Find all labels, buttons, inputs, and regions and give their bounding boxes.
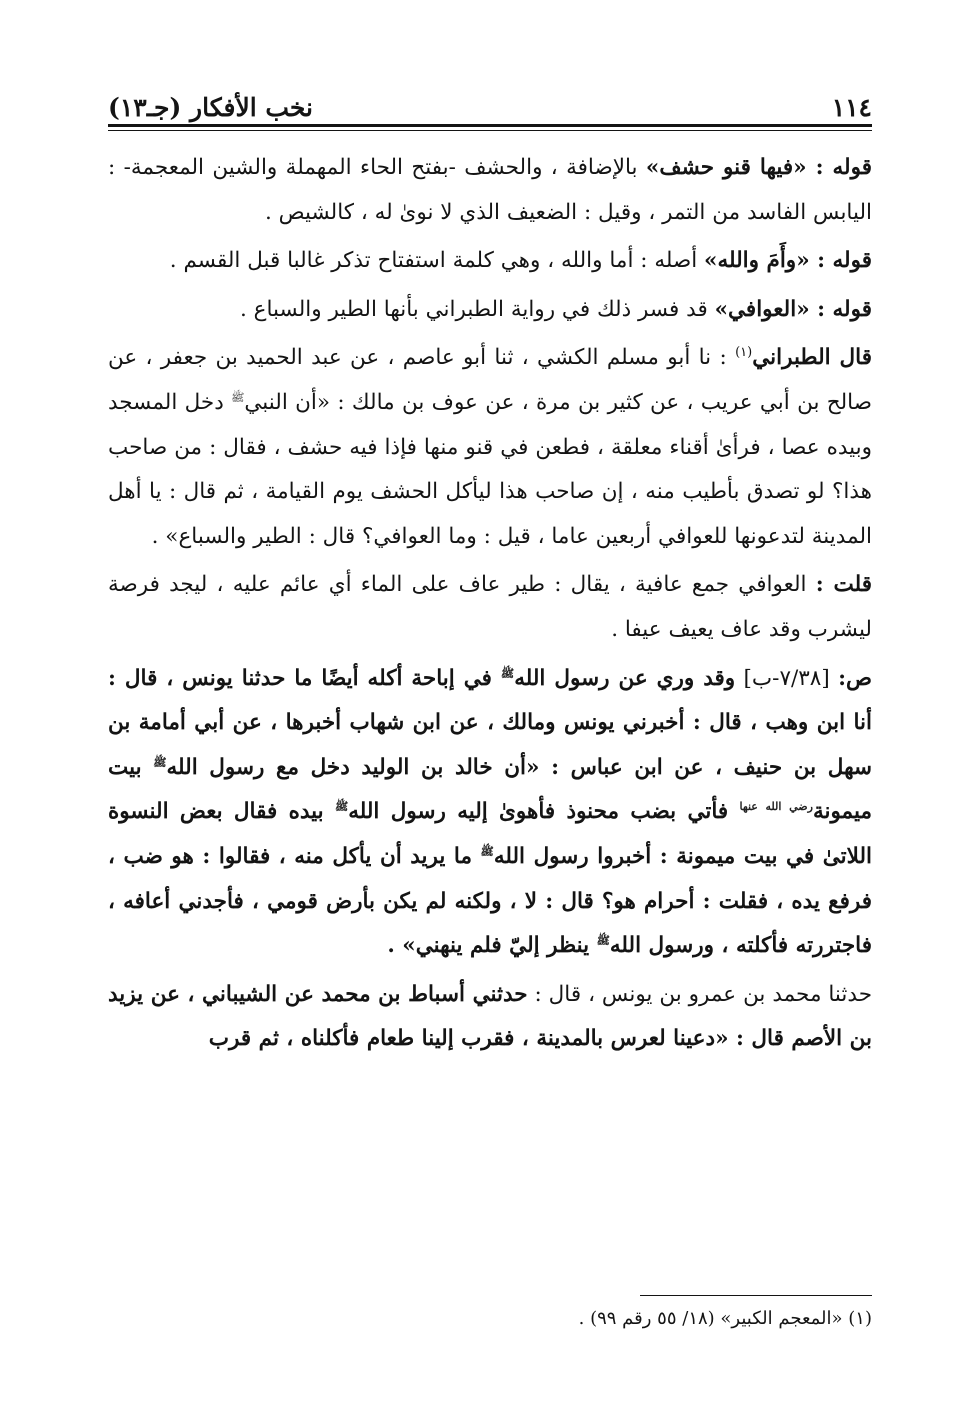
honorific-mark: ﷺ [231,390,245,404]
honorific-mark: ﷺ [596,933,610,947]
paragraph-3-text: قد فسر ذلك في رواية الطبراني بأنها الطير والسباع . [239,296,715,322]
header-rule-thin [108,130,872,131]
paragraph-6-text-g: ينظر إليّ فلم ينهني» . [387,933,597,959]
paragraph-6-text-f: ما يريد أن يأكل منه ، فقالوا : هو ضب ، فرفع يده ، فقلت : أحرام هو؟ قال : لا ، ولكنه لم يكن بأرض قومي ، فأجدني أعافه ، فاجتررته فأكلته ، ورسول الله [108,843,872,959]
honorific-mark: ﷺ [500,666,515,680]
paragraph-7 [108,973,872,1062]
paragraph-4-text-a: : نا أبو مسلم الكشي ، ثنا أبو عاصم ، عن عبد الحميد بن جعفر ، عن صالح بن أبي عريب ، عن كثير بن مرة ، عن عوف بن مالك : «أن النبي [108,345,872,415]
paragraph-3 [108,288,872,333]
paragraph-7-text-b: حدثني أسباط بن محمد عن الشيباني ، عن يزيد بن الأصم قال : «دعينا لعرس بالمدينة ، فقرب إلينا طعام فأكلناه ، ثم قرب [108,981,872,1052]
paragraph-3-lead: قوله : «العوافي» [714,296,872,322]
book-title: نخب الأفكار (جـ١٣) [108,93,314,122]
paragraph-5-text: العوافي جمع عافية ، يقال : طير عاف على الماء أي عائم عليه ، ليجد فرصة ليشرب وقد عاف يعيف عيفا . [108,572,872,642]
paragraph-2-lead: قوله : «وأَمَ والله» [704,248,872,274]
paragraph-6-text-a: وقد وري عن رسول الله [514,665,736,691]
paragraph-1 [108,146,872,235]
paragraph-1-text: بالإضافة ، والحشف -بفتح الحاء المهملة والشين المعجمة- : اليابس الفاسد من التمر ، وقيل : الضعيف الذي لا نوىٰ له ، كالشيص . [108,155,872,225]
paragraph-5-lead: قلت : [815,572,872,598]
paragraph-4 [108,336,872,559]
main-text [108,146,872,1066]
header-rule-thick [108,124,872,127]
paragraph-6-text-c: بيت ميمونة [108,754,872,825]
footnote: (١) «المعجم الكبير» (١٨/ ٥٥ رقم ٩٩) . [578,1308,872,1329]
paragraph-6 [108,657,872,969]
paragraph-5 [108,563,872,652]
paragraph-6-lead: ص: [838,665,872,691]
paragraph-6-text-d: فأتي بضب محنوذ فأهوىٰ إليه رسول الله [348,799,740,825]
honorific-mark: رضي الله عنها [739,800,813,814]
paragraph-6-text-b: في إباحة أكله أيضًا ما حدثنا يونس ، قال : أنا ابن وهب ، قال : أخبرني يونس ومالك ، عن ابن شهاب أخبرها ، عن أبي أمامة بن سهل بن حنيف ، عن ابن عباس : «أن خالد بن الوليد دخل مع رسول الله [108,665,872,780]
paragraph-4-text-b: دخل المسجد وبيده عصا ، فرأىٰ أقناء معلقة ، فطعن في قنو منها فإذا فيه حشف ، فقال : من صاحب هذا؟ لو تصدق بأطيب منه ، إن صاحب هذا ليأكل الحشف يوم القيامة ، ثم قال : يا أهل المدينة لتدعونها للعوافي أربعين عاما ، قيل : وما العوافي؟ قال : الطير والسباع» . [108,389,872,549]
paragraph-7-text-a: حدثنا محمد بن عمرو بن يونس ، قال : [527,981,872,1007]
paragraph-4-lead: قال الطبراني [752,345,873,371]
footnote-rule [640,1295,872,1296]
honorific-mark: ﷺ [480,844,494,858]
honorific-mark: ﷺ [334,800,349,814]
paragraph-6-text-e: بيده فقال بعض النسوة اللاتىٰ في بيت ميمونة : أخبروا رسول الله [108,799,872,869]
page-number: ١١٤ [831,93,872,122]
paragraph-1-lead: قوله : «فيها قنو حشف» [645,155,872,180]
manuscript-reference: [٧/٣٨-ب] [735,665,839,691]
running-head [108,80,872,122]
honorific-mark: ﷺ [153,755,167,769]
paragraph-2 [108,239,872,284]
footnote-marker: (١) [735,345,753,361]
paragraph-2-text: أصله : أما والله ، وهي كلمة استفتاح تذكر غالبا قبل القسم . [169,248,705,274]
